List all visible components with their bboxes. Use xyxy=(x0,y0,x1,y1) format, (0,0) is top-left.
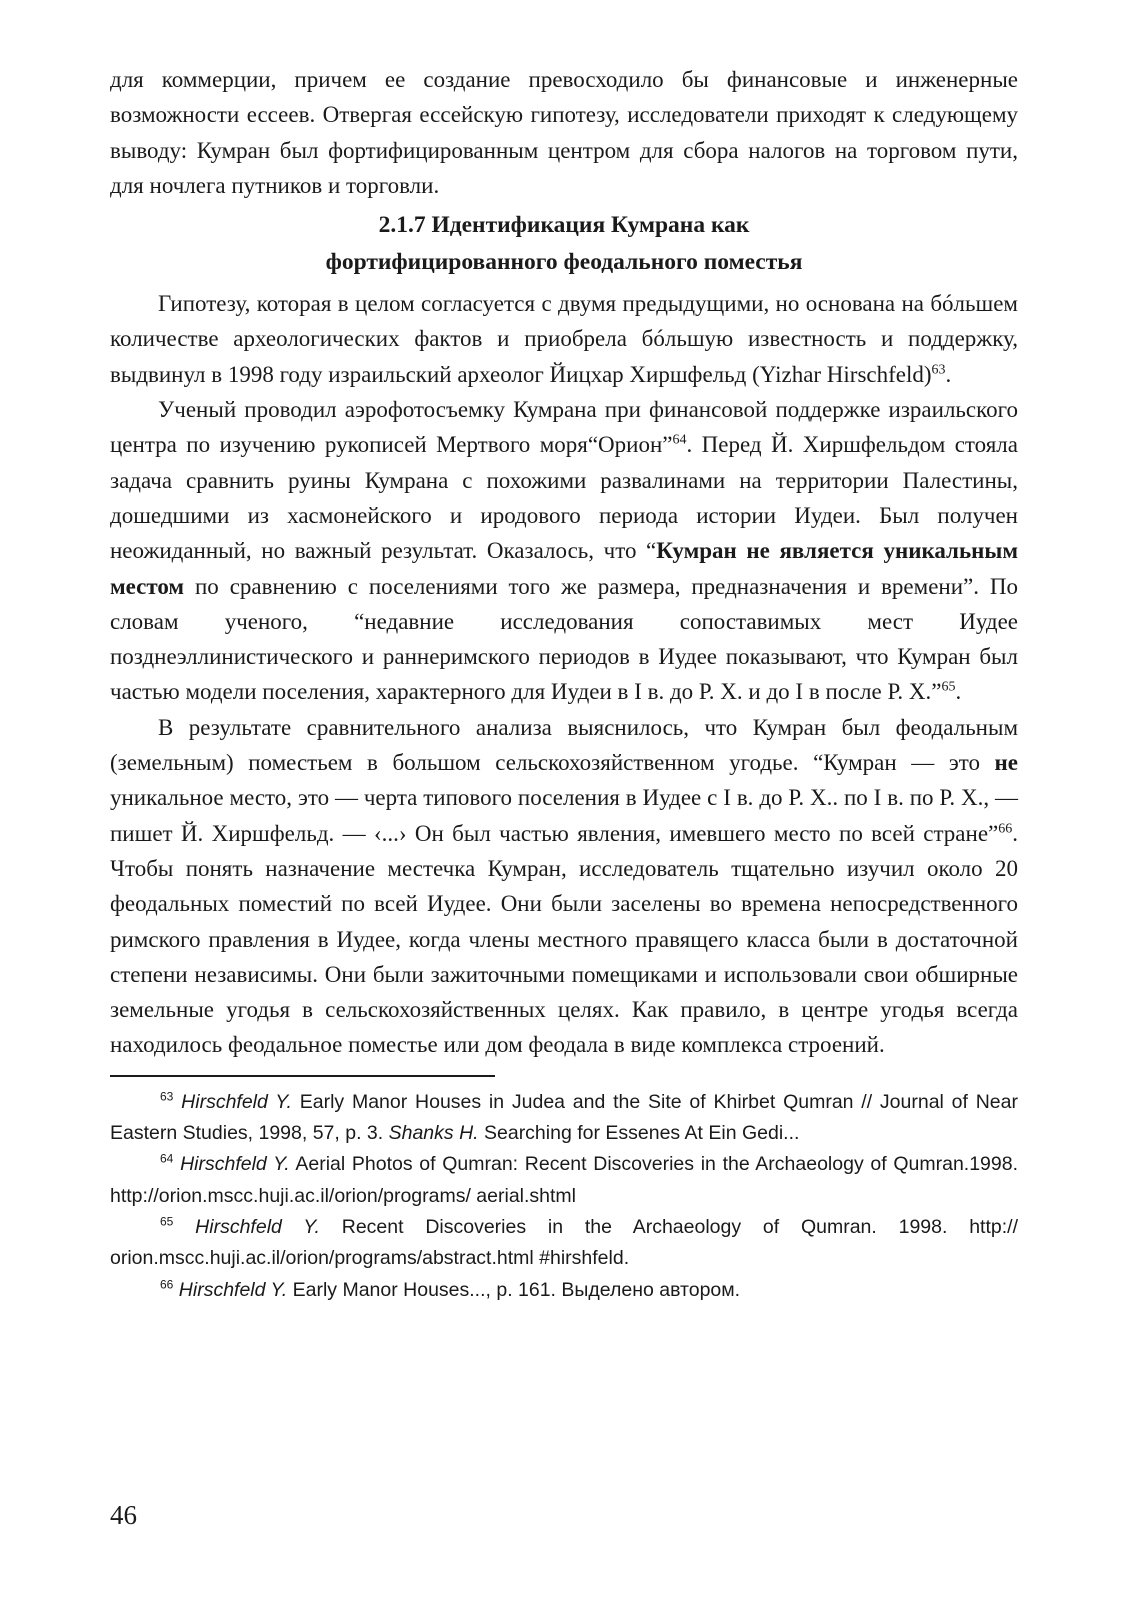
footnote-divider xyxy=(110,1075,495,1077)
bold-emphasis: не xyxy=(994,750,1018,776)
paragraph-text: уникальное место, это — черта типового поселения в Иудее с I в. до Р. Х.. по I в. по Р. Х., — пишет Й. Хиршфельд. — ‹...› Он был частью явления, имевшего место по всей стране” xyxy=(110,785,1018,846)
paragraph-text: Гипотезу, которая в целом согласуется с двумя предыдущими, но основана на бóльшем количестве археологических фактов и приобрела бóльшую известность и поддержку, выдвинул в 1998 году израильский археолог Йицхар Хиршфельд (Yizhar Hirschfeld) xyxy=(110,291,1018,387)
section-heading xyxy=(110,207,1018,281)
footnote-text: Early Manor Houses..., p. 161. Выделено автором. xyxy=(287,1278,741,1301)
footnote-author: Hirschfeld Y. xyxy=(180,1153,290,1176)
footnotes xyxy=(110,1087,1018,1306)
footnote-number: 65 xyxy=(160,1214,174,1229)
paragraph-text: . xyxy=(945,361,952,387)
section-heading-line-1: 2.1.7 Идентификация Кумрана как xyxy=(378,212,750,239)
footnote-number: 66 xyxy=(160,1277,174,1291)
paragraph-text: . xyxy=(955,679,962,705)
footnote-author: Hirschfeld Y. xyxy=(178,1278,288,1301)
footnote-ref-63[interactable]: 63 xyxy=(931,362,946,378)
footnote-text: Aerial Photos of Qumran: Recent Discoveries in the Archaeology of Qumran.1998. http://orion.mscc.huji.ac.il/orion/programs/ aerial.shtml xyxy=(110,1153,1019,1207)
paragraph-text: Ученый проводил аэрофотосъемку Кумрана при финансовой поддержке израильского центра по изучению рукописей Мертвого моря“Орион” xyxy=(110,397,1018,458)
footnote-text: Searching for Essenes At Ein Gedi... xyxy=(478,1122,800,1145)
paragraph-analysis xyxy=(110,710,1018,1063)
footnote-author: Hirschfeld Y. xyxy=(195,1215,320,1238)
page-number: 46 xyxy=(110,1500,137,1530)
footnote-66 xyxy=(110,1275,1018,1306)
paragraph-text: по сравнению с поселениями того же размера, предназначения и времени”. По словам ученого, “недавние исследования сопоставимых мест Иудее позднеэллинистического и раннеримского периодов в Иудее показывают, что Кумран был частью модели поселения, характерного для Иудеи в I в. до Р. Х. и до I в после Р. Х.” xyxy=(110,573,1018,705)
bold-emphasis: Кумран не является уникальным местом xyxy=(110,538,1019,599)
paragraph-aerial-survey xyxy=(110,392,1018,710)
footnote-text: Recent Discoveries in the Archaeology of Qumran. 1998. http:// orion.mscc.huji.ac.il/orion/programs/abstract.html #hirshfeld. xyxy=(110,1215,1018,1270)
paragraph-text: . Чтобы понять назначение местечка Кумран, исследователь тщательно изучил около 20 феодальных поместий по всей Иудее. Они были заселены во времена непосредственного римского правления в Иудее, когда члены местного правящего класса были в достаточной степени независимы. Они были зажиточными помещиками и использовали свои обширные земельные угодья в сельскохозяйственных целях. Как правило, в центре угодья всегда находилось феодальное поместье или дом феодала в виде комплекса строений. xyxy=(110,820,1018,1058)
footnote-ref-66[interactable]: 66 xyxy=(998,820,1013,836)
footnote-number: 63 xyxy=(160,1089,174,1104)
page-body xyxy=(110,62,1018,1306)
paragraph-continuation: для коммерции, причем ее создание превосходило бы финансовые и инженерные возможности ессеев. Отвергая ессейскую гипотезу, исследователи приходят к следующему выводу: Кумран был фортифицированным центром для сбора налогов на торговом пути, для ночлега путников и торговли. xyxy=(110,67,1018,198)
paragraph-text: В результате сравнительного анализа выяснилось, что Кумран был феодальным (земельным) поместьем в большом сельскохозяйственном угодье. “Кумран — это xyxy=(110,714,1018,776)
section-heading-line-2: фортифицированного феодального поместья xyxy=(325,249,803,276)
footnote-ref-65[interactable]: 65 xyxy=(941,679,956,695)
paragraph-hypothesis xyxy=(110,286,1018,392)
footnote-65 xyxy=(110,1212,1018,1275)
paragraph-text: . Перед Й. Хиршфельдом стояла задача сравнить руины Кумрана с похожими развалинами на территории Палестины, дошедшими из хасмонейского и иродового периода истории Иудеи. Был получен неожиданный, но важный результат. Оказалось, что “ xyxy=(110,432,1018,564)
footnote-text: Early Manor Houses in Judea and the Site of Khirbet Qumran // Journal of Near Eastern Studies, 1998, 57, p. 3. xyxy=(110,1090,1018,1145)
footnote-63 xyxy=(110,1087,1018,1150)
footnote-ref-64[interactable]: 64 xyxy=(672,432,687,448)
footnote-author: Shanks H. xyxy=(388,1122,479,1145)
footnote-author: Hirschfeld Y. xyxy=(181,1090,292,1113)
footnote-64 xyxy=(110,1149,1018,1212)
footnote-number: 64 xyxy=(160,1151,174,1166)
